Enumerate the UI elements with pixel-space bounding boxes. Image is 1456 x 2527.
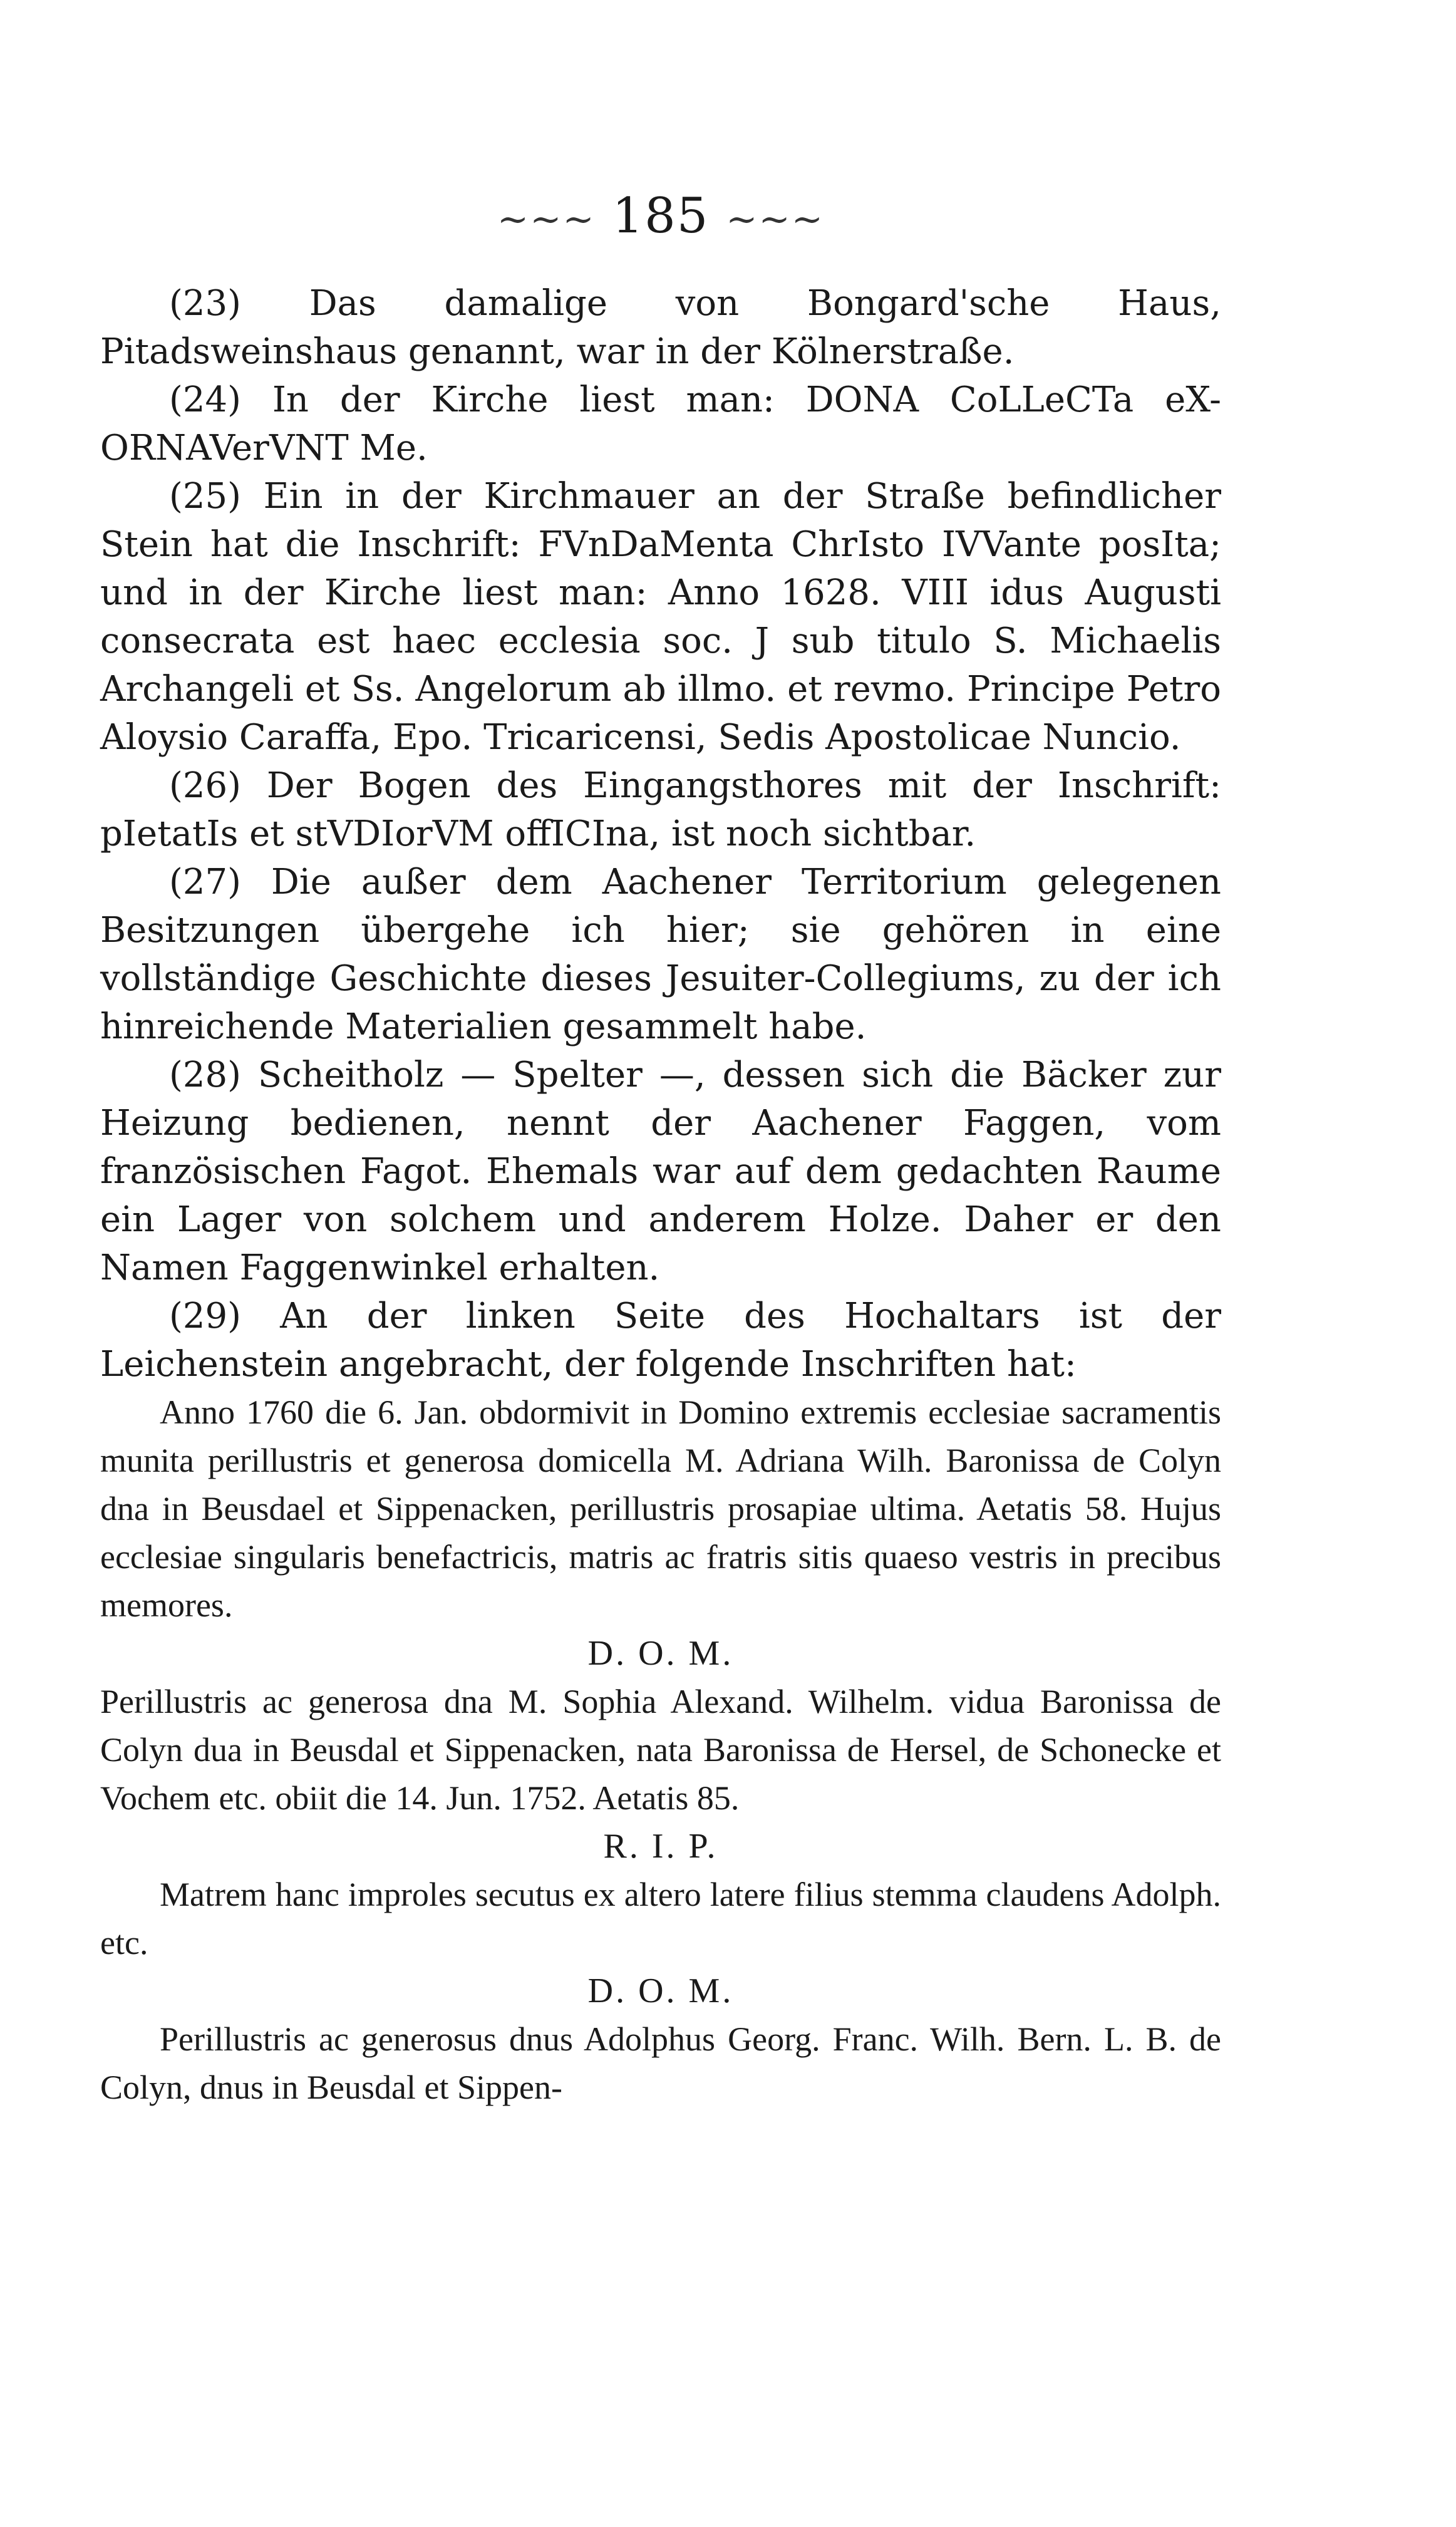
rip-heading: R. I. P. xyxy=(603,1826,718,1866)
note-25: (25) Ein in der Kirchmauer an der Straße befindlicher Stein hat die Inschrift: FVnDaMenta ChrIsto IVVante posIta; und in der Kirche liest man: Anno 1628. VIII idus Augusti consecrata est haec ecclesia soc. J sub titulo S. Michaelis Archangeli et Ss. Angelorum ab illmo. et revmo. Principe Petro Aloysio Caraffa, Epo. Tricaricensi, Sedis Apostolicae Nuncio. xyxy=(100,475,1221,758)
note-23: (23) Das damalige von Bongard'sche Haus, Pitadsweinshaus genannt, war in der Kölnerstraße. xyxy=(100,282,1221,372)
inscription-first: Anno 1760 die 6. Jan. obdormivit in Domino extremis ecclesiae sacramentis munita perillustris et generosa domicella M. Adriana Wilh. Baronissa de Colyn dna in Beusdael et Sippenacken, perillustris prosapiae ultima. Aetatis 58. Hujus ecclesiae singularis benefactricis, matris ac fratris sitis quaeso vestris in precibus memores. xyxy=(100,1393,1221,1624)
inscription-second: Perillustris ac generosa dna M. Sophia Alexand. Wilhelm. vidua Baronissa de Colyn dua in Beusdal et Sippenacken, nata Baronissa de Hersel, de Schonecke et Vochem etc. obiit die 14. Jun. 1752. Aetatis 85. xyxy=(100,1682,1221,1817)
note-26: (26) Der Bogen des Eingangsthores mit der Inschrift: pIetatIs et stVDIorVM offICIna, ist noch sichtbar. xyxy=(100,765,1221,854)
note-24: (24) In der Kirche liest man: DONA CoLLeCTa eX-ORNAVerVNT Me. xyxy=(100,379,1221,468)
inscription-fourth: Perillustris ac generosus dnus Adolphus Georg. Franc. Wilh. Bern. L. B. de Colyn, dnus in Beusdal et Sippen- xyxy=(100,2020,1221,2106)
book-page xyxy=(100,182,1221,2436)
ornament-right: ~~~ xyxy=(726,197,825,242)
page-number: 185 xyxy=(612,188,710,244)
dom-heading-1: D. O. M. xyxy=(587,1633,734,1673)
dom-heading-2: D. O. M. xyxy=(587,1971,734,2010)
inscription-third: Matrem hanc improles secutus ex altero latere filius stemma claudens Adolph. etc. xyxy=(100,1875,1221,1961)
note-28: (28) Scheitholz — Spelter —, dessen sich die Bäcker zur Heizung bedienen, nennt der Aachener Faggen, vom französischen Fagot. Ehemals war auf dem gedachten Raume ein Lager von solchem und anderem Holze. Daher er den Namen Faggenwinkel erhalten. xyxy=(100,1054,1221,1288)
note-27: (27) Die außer dem Aachener Territorium gelegenen Besitzungen übergehe ich hier; sie gehören in eine vollständige Geschichte dieses Jesuiter-Collegiums, zu der ich hinreichende Materialien gesammelt habe. xyxy=(100,861,1221,1047)
ornament-left: ~~~ xyxy=(497,197,596,242)
page-header xyxy=(100,182,1221,254)
note-29: (29) An der linken Seite des Hochaltars ist der Leichenstein angebracht, der folgende Inschriften hat: xyxy=(100,1295,1221,1385)
